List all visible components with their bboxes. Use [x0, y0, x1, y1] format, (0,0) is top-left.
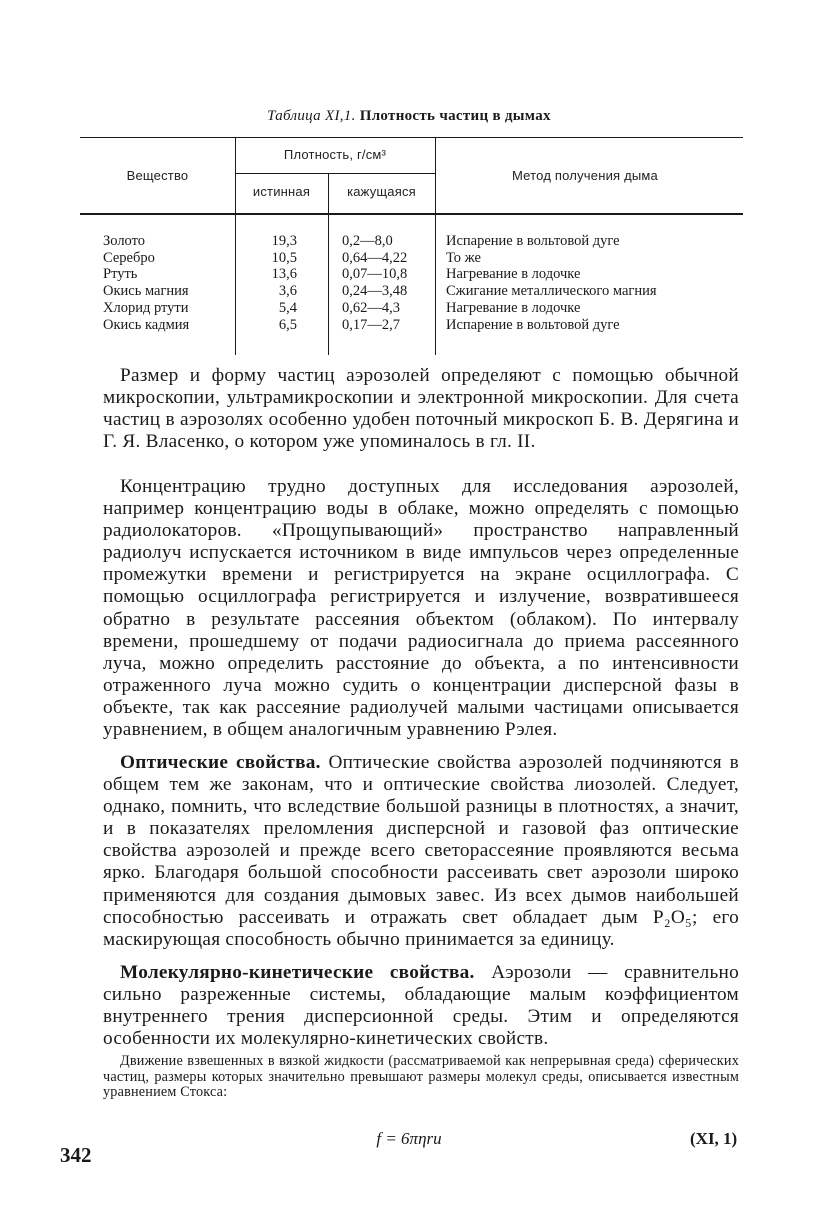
paragraph-microscopy: Размер и форму частиц аэрозолей определяют с помощью обычной микроскопии, ультрамикроскопии и электронной микроскопии. Для счета частиц в аэрозолях особенно удобен поточный микроскоп Б. В. Дерягина и Г. Я. Власенко, о котором уже упоминалось в гл. II. [103, 365, 739, 453]
cell-apparent-density: 0,24—3,48 [342, 283, 408, 300]
table-col-apparent [342, 233, 407, 333]
cell-true-density: 6,5 [278, 316, 297, 333]
paragraph-molecular-kinetic [103, 962, 739, 1050]
cell-apparent-density: 0,17—2,7 [342, 316, 400, 333]
cell-method: Сжигание металлического магния [446, 283, 657, 300]
table-top-rule [80, 137, 743, 138]
heading-optical: Оптические свойства. [120, 752, 321, 773]
header-substance: Вещество [126, 168, 189, 183]
cell-method: Испарение в вольтовой дуге [446, 233, 620, 249]
table-col-divider-1 [235, 137, 236, 355]
cell-method: То же [446, 249, 481, 266]
paragraph-stokes: Движение взвешенных в вязкой жидкости (рассматриваемой как непрерывная среда) сферических частиц, размеры которых значительно превышают размеры молекул среды, описывается известным уравнением Стокса: [103, 1053, 739, 1100]
header-method: Метод получения дыма [512, 168, 658, 183]
density-table [0, 0, 818, 360]
text-optical: Оптические свойства аэрозолей подчиняются в общем тем же законам, что и оптические свойства лиозолей. Следует, однако, помнить, что вследствие большой разницы в плотностях, а значит, и в показателях преломления дисперсной и газовой фаз оптические свойства аэрозолей и прежде всего светорассеяние проявляются весьма ярко. Благодаря большой способности рассеивать свет аэрозоли широко применяются для создания дымовых завес. Из всех дымов наибольшей способностью рассеивать и отражать свет обладает дым P₂O₅; его маскирующая способность обычно принимается за единицу. [103, 752, 739, 950]
equation-number: (XI, 1) [690, 1129, 738, 1148]
paragraph-optical [103, 752, 739, 951]
cell-substance: Золото [103, 233, 146, 249]
table-col-method [446, 233, 657, 333]
cell-substance: Серебро [103, 249, 155, 266]
table-caption-title: Плотность частиц в дымах [359, 108, 551, 124]
cell-substance: Окись кадмия [103, 316, 190, 333]
cell-true-density: 19,3 [271, 233, 297, 249]
text-molecular-kinetic: Аэрозоли — сравнительно сильно разреженные системы, обладающие малым коэффициентом внутреннего трения дисперсионной среды. Этим и определяются особенности их молекулярно-кинетических свойств. [103, 962, 739, 1050]
cell-true-density: 3,6 [278, 283, 297, 300]
cell-substance: Ртуть [103, 266, 138, 283]
table-col-true [250, 233, 297, 333]
header-apparent-density: кажущаяся [347, 184, 416, 199]
heading-molecular-kinetic: Молекулярно-кинетические свойства. [120, 962, 475, 983]
table-col-substance [103, 233, 189, 333]
cell-substance: Окись магния [103, 283, 189, 300]
cell-apparent-density: 0,07—10,8 [342, 266, 408, 283]
cell-true-density: 5,4 [278, 299, 297, 316]
cell-apparent-density: 0,64—4,22 [342, 249, 408, 266]
header-density: Плотность, г/см³ [283, 147, 387, 162]
paragraph-radiolocation: Концентрацию трудно доступных для исследования аэрозолей, например концентрацию воды в облаке, можно определять с помощью радиолокаторов. «Прощупывающий» пространство направленный радиолуч испускается источником в виде импульсов через определенные промежутки времени и регистрируется на экране осциллографа. С помощью осциллографа регистрируется и излучение, возвратившееся обратно в результате рассеяния объектом (облаком). По интервалу времени, прошедшему от подачи радиосигнала до приема рассеянного луча, можно определить расстояние до объекта, а по интенсивности отраженного луча можно судить о концентрации дисперсной фазы в объекте, так как рассеяние радиолучей малыми частицами описывается уравнением, в общем аналогичным уравнению Рэлея. [103, 476, 739, 741]
cell-method: Нагревание в лодочке [446, 299, 581, 316]
table-caption-label: Таблица XI,1. [267, 108, 356, 124]
stokes-formula: f = 6πηru [376, 1129, 442, 1148]
cell-true-density: 10,5 [271, 249, 297, 266]
page-number: 342 [60, 1143, 92, 1167]
table-header-rule [80, 213, 743, 215]
cell-method: Испарение в вольтовой дуге [446, 316, 620, 333]
cell-apparent-density: 0,2—8,0 [342, 233, 393, 249]
cell-substance: Хлорид ртути [103, 299, 189, 316]
table-subheader-rule [235, 173, 435, 174]
cell-true-density: 13,6 [271, 266, 297, 283]
cell-apparent-density: 0,62—4,3 [342, 299, 400, 316]
header-true-density: истинная [252, 184, 311, 199]
cell-method: Нагревание в лодочке [446, 266, 581, 283]
table-col-divider-2 [328, 173, 329, 355]
